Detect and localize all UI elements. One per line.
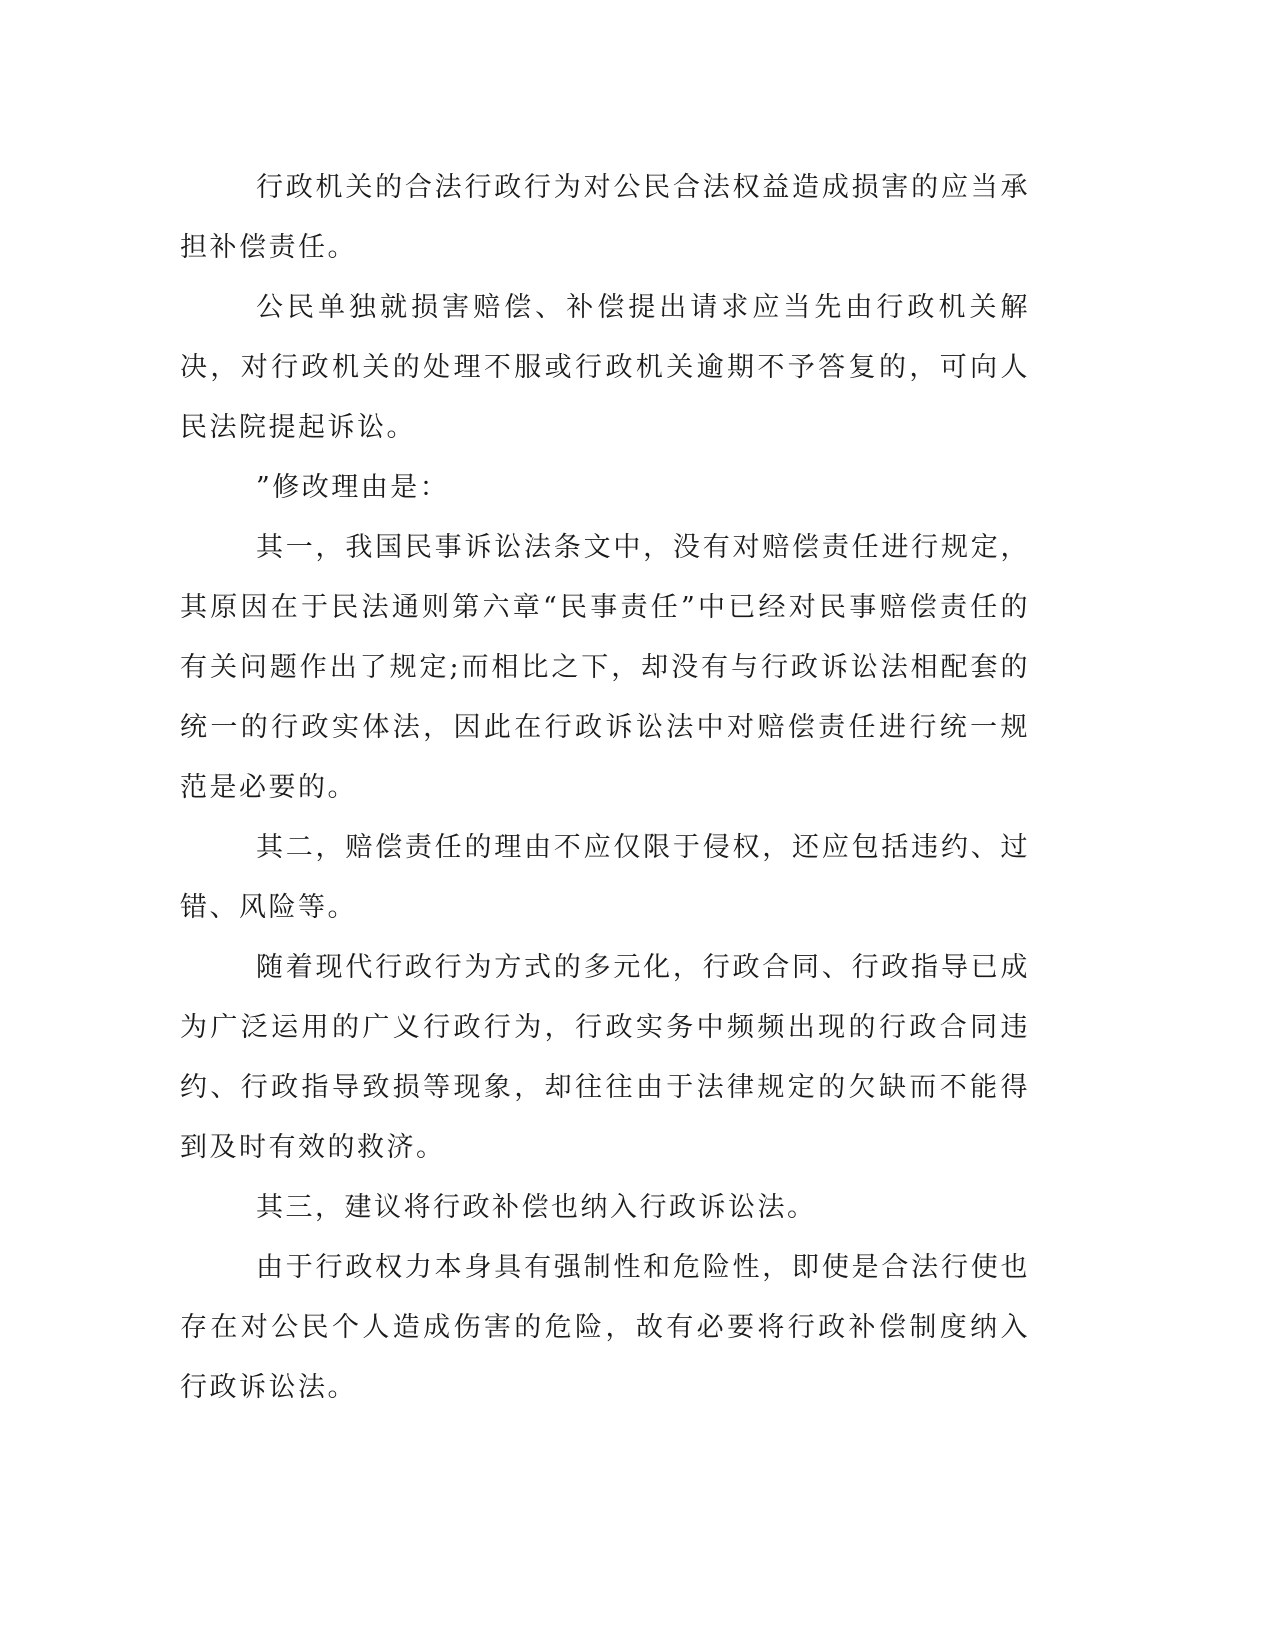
paragraph-8: 由于行政权力本身具有强制性和危险性，即使是合法行使也存在对公民个人造成伤害的危险，故有必要将行政补偿制度纳入行政诉讼法。 bbox=[180, 1252, 1030, 1403]
paragraph-2: 公民单独就损害赔偿、补偿提出请求应当先由行政机关解决，对行政机关的处理不服或行政机关逾期不予答复的，可向人民法院提起诉讼。 bbox=[180, 292, 1030, 443]
paragraph-5: 其二，赔偿责任的理由不应仅限于侵权，还应包括违约、过错、风险等。 bbox=[180, 832, 1030, 923]
paragraph-1: 行政机关的合法行政行为对公民合法权益造成损害的应当承担补偿责任。 bbox=[180, 172, 1030, 263]
paragraph-7: 其三，建议将行政补偿也纳入行政诉讼法。 bbox=[256, 1192, 817, 1223]
paragraph-4: 其一，我国民事诉讼法条文中，没有对赔偿责任进行规定，其原因在于民法通则第六章“民事责任”中已经对民事赔偿责任的有关问题作出了规定;而相比之下，却没有与行政诉讼法相配套的统一的行政实体法，因此在行政诉讼法中对赔偿责任进行统一规范是必要的。 bbox=[180, 532, 1030, 803]
document-body bbox=[180, 158, 1030, 1418]
paragraph-6: 随着现代行政行为方式的多元化，行政合同、行政指导已成为广泛运用的广义行政行为，行政实务中频频出现的行政合同违约、行政指导致损等现象，却往往由于法律规定的欠缺而不能得到及时有效的救济。 bbox=[180, 952, 1030, 1163]
paragraph-3: ”修改理由是： bbox=[256, 472, 450, 503]
